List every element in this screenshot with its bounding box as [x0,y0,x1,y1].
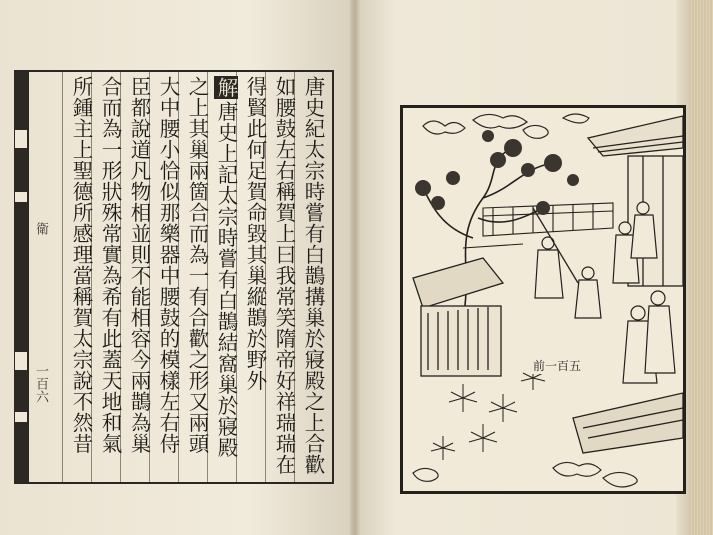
explanation-marker: 解 [214,77,238,98]
margin-label-page: 一百六 [33,364,48,403]
book-gutter [350,0,360,535]
block-spine [14,72,29,482]
illustration-page-label: 前一百五 [533,359,582,373]
margin-label-top: 衛 [33,222,48,235]
text-column-9: 所鍾主上聖德所感理當稱賀太宗說不然昔 [69,76,93,454]
text-column-6: 大中腰小恰似那樂器中腰鼓的模樣左右侍 [156,76,180,454]
text-column-2: 如腰鼓左右稱賀上曰我常笑隋帝好祥瑞瑞在 [272,76,296,475]
text-column-3: 得賢此何足賀命毀其巢縱鵲於野外 [243,76,267,391]
text-column-8: 合而為一形狀殊常實為希有此蓋天地和氣 [98,76,122,454]
text-column-1: 唐史紀太宗時嘗有白鵲搆巢於寢殿之上合歡 [301,76,325,475]
text-column-4 [214,76,238,480]
illustration-drawing [403,108,683,491]
text-column-4-body: 唐史上記太宗時嘗有白鵲結窩巢於寢殿 [214,101,238,458]
text-column-5: 之上其巢兩箇合而為一有合歡之形又兩頭 [185,76,209,454]
woodblock-illustration [400,105,686,494]
text-column-7: 臣都說道凡物相並則不能相容今兩鵲為巢 [127,76,151,454]
page-stack-edge [690,0,713,535]
text-block [14,70,334,484]
